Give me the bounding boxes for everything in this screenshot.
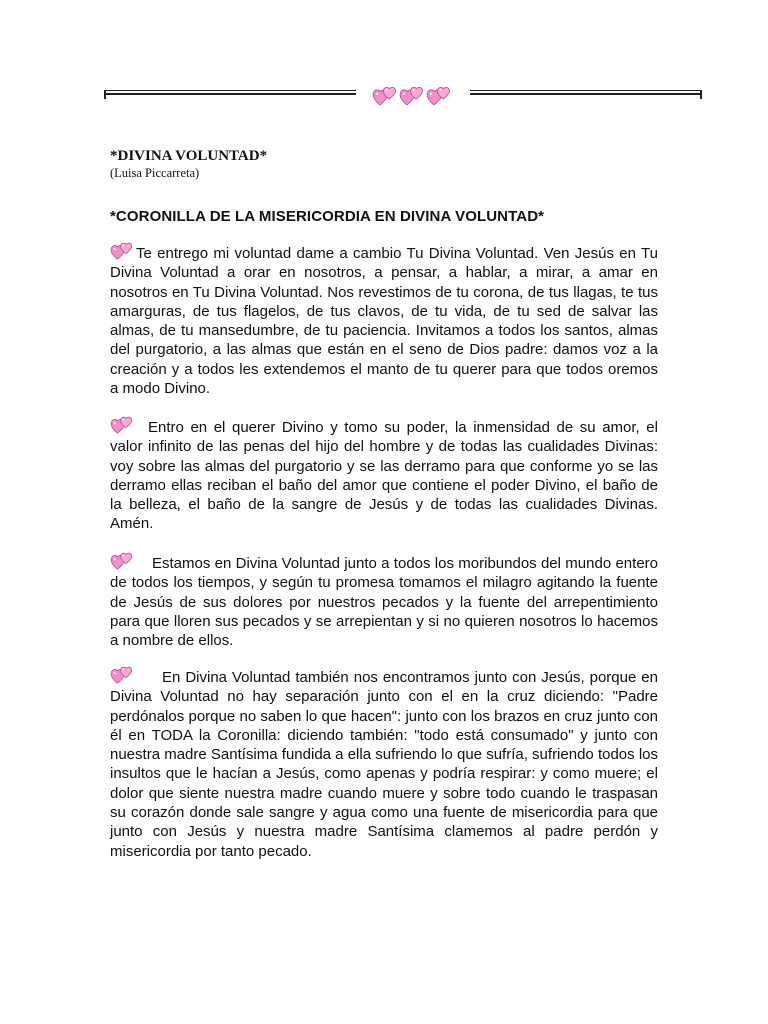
heart-icon (399, 84, 425, 108)
heart-icon (110, 240, 134, 262)
section-heading: *CORONILLA DE LA MISERICORDIA EN DIVINA VOLUNTAD* (110, 208, 545, 225)
document-title: *DIVINA VOLUNTAD* (110, 148, 268, 164)
header-rule-left (104, 88, 356, 98)
paragraph-1 (110, 240, 658, 398)
heart-icon (110, 414, 134, 436)
hearts-ornament (372, 84, 452, 108)
paragraph-2 (110, 414, 658, 534)
heart-icon (110, 550, 134, 572)
document-author: (Luisa Piccarreta) (110, 166, 200, 180)
paragraph-4 (110, 664, 658, 861)
paragraph-3 (110, 550, 658, 650)
paragraph-3-text: Estamos en Divina Voluntad junto a todos los moribundos del mundo entero de todos los tiempos, y según tu promesa tomamos el milagro agitando la fuente de Jesús de sus dolores por nuestros pecados y la fuente del arrepentimiento para que lloren sus pecados y se arrepientan y si no quieren nosotros lo hacemos a nombre de ellos. (110, 555, 658, 650)
heart-icon (110, 664, 134, 686)
header-rule-right (470, 88, 702, 98)
paragraph-2-text: Entro en el querer Divino y tomo su poder, la inmensidad de su amor, el valor infinito de las penas del hijo del hombre y de todas las cualidades Divinas: voy sobre las almas del purgatorio y se las derramo para que conforme yo se las derramo ellas reciban el baño del amor que contiene el poder Divino, el baño de la belleza, el baño de la sangre de Jesús y de todas las cualidades Divinas. Amén. (110, 419, 658, 533)
heart-icon (372, 84, 398, 108)
heart-icon (426, 84, 452, 108)
paragraph-1-text: Te entrego mi voluntad dame a cambio Tu Divina Voluntad. Ven Jesús en Tu Divina Voluntad a orar en nosotros, a pensar, a hablar, a mirar, a amar en nosotros en Tu Divina Voluntad. Nos revestimos de tu corona, de tus llagas, te tus amarguras, de tus flagelos, de tus clavos, de tu vida, de tu sed de salvar las almas, de tu mansedumbre, de tu paciencia. Invitamos a todos los santos, almas del purgatorio, a las almas que están en el seno de Dios padre: damos voz a la creación y a todos les extendemos el manto de tu querer para que todos oremos a modo Divino. (110, 245, 658, 398)
paragraph-4-text: En Divina Voluntad también nos encontramos junto con Jesús, porque en Divina Voluntad no hay separación junto con el en la cruz diciendo: "Padre perdónalos porque no saben lo que hacen": junto con los brazos en cruz junto con él en TODA la Coronilla: diciendo también: "todo está consumado" y junto con nuestra madre Santísima fundida a ella sufriendo lo que sufría, sufriendo todos los insultos que le hacían a Jesús, como apenas y podría respirar: y como muere; el dolor que siente nuestra madre cuando muere y sobre todo cuando le traspasan su corazón donde sale sangre y agua como una fuente de misericordia para que junto con Jesús y nuestra madre Santísima clamemos al padre perdón y misericordia por tanto pecado. (110, 669, 658, 860)
